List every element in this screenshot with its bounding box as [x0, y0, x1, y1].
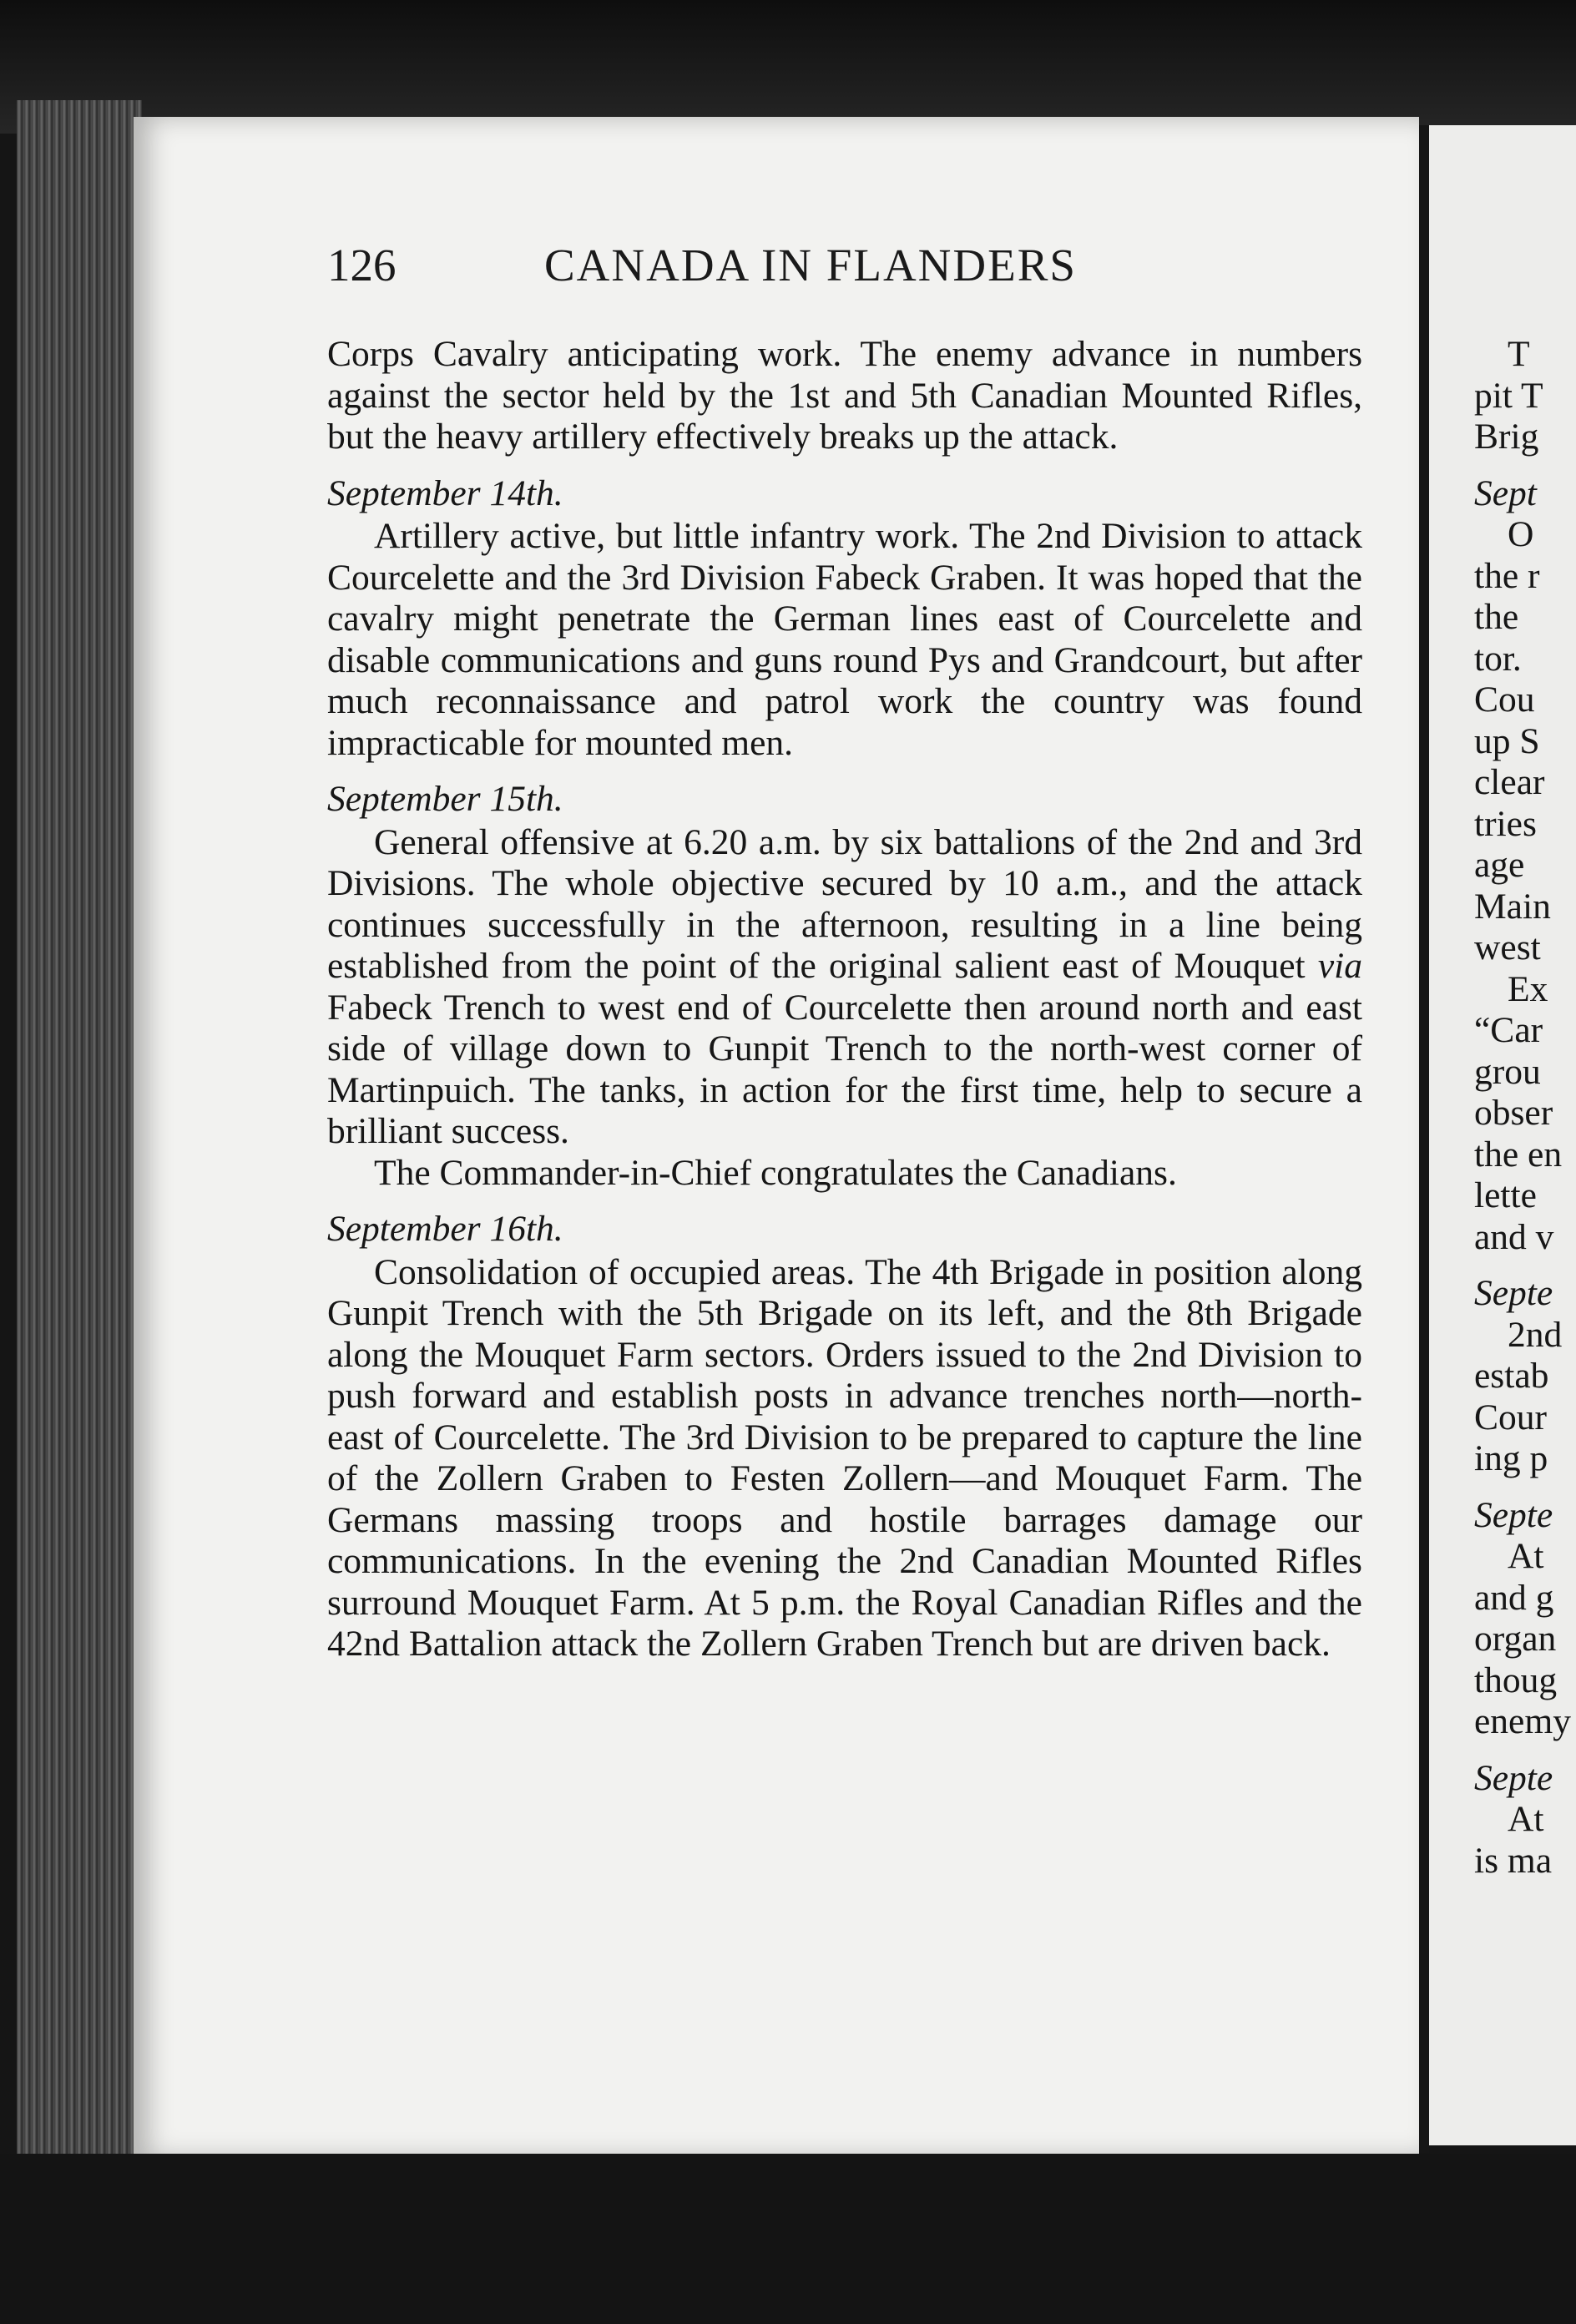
right-page-line: Septe — [1474, 1494, 1553, 1535]
right-page-line: the r — [1474, 555, 1540, 596]
date-heading-september-16: September 16th. — [327, 1209, 563, 1249]
date-heading-september-14: September 14th. — [327, 472, 563, 513]
page-body — [327, 334, 1362, 1665]
right-page-line: organ — [1474, 1619, 1557, 1659]
right-page-line: tor. — [1474, 638, 1522, 679]
right-page-line: clear — [1474, 762, 1545, 802]
right-page-line: At — [1508, 1536, 1544, 1576]
right-page-line: estab — [1474, 1356, 1549, 1396]
right-page-line: west — [1474, 927, 1541, 967]
running-head: CANADA IN FLANDERS — [544, 240, 1077, 290]
right-page-line: the — [1474, 597, 1519, 637]
right-page-line: pit T — [1474, 375, 1543, 416]
paragraph-september-16: Consolidation of occupied areas. The 4th Brigade in position along Gunpit Trench with the 5th Brigade on its left, and the 8th Brigade along the Mouquet Farm sectors. Orders issued to the 2nd Division to push forward and establish posts in advance trenches north—north-east of Courcelette. The 3rd Division to be prepared to capture the line of the Zollern Graben to Festen Zollern—and Mouquet Farm. The Germans massing troops and hostile barrages damage our communications. In the evening the 2nd Canadian Mounted Rifles surround Mouquet Farm. At 5 p.m. the Royal Canadian Rifles and the 42nd Battalion attack the Zollern Graben Trench but are driven back. — [327, 1251, 1362, 1664]
right-page-line: lette — [1474, 1175, 1537, 1215]
right-page-line: Cour — [1474, 1397, 1547, 1437]
right-page-line: Cou — [1474, 680, 1535, 720]
right-page-line: is ma — [1474, 1840, 1553, 1881]
right-page-line: O — [1508, 514, 1534, 554]
right-page-line: Ex — [1508, 968, 1548, 1009]
scanner-background-bottom — [0, 2154, 1576, 2324]
book-gutter — [1419, 125, 1429, 2162]
right-page-line: Septe — [1474, 1757, 1553, 1798]
scanner-background-top — [0, 0, 1576, 134]
right-page-line: enemy — [1474, 1701, 1571, 1741]
right-page-line: and g — [1474, 1577, 1554, 1618]
paragraph-text: General offensive at 6.20 a.m. by six battalions of the 2nd and 3rd Divisions. The whole objective secured by 10 a.m., and the attack continues successfully in the afternoon, resulting in a line being established from the point of the original salient east of Mouquet — [327, 821, 1362, 986]
page-header — [327, 239, 1362, 297]
right-page-line: the en — [1474, 1134, 1563, 1175]
right-page-line: Sept — [1474, 472, 1537, 513]
book-page-edges — [17, 100, 142, 2162]
paragraph-september-15 — [327, 822, 1362, 1153]
right-page-text — [1474, 334, 1576, 2112]
italic-via: via — [1317, 946, 1363, 986]
right-page-line: thoug — [1474, 1660, 1558, 1700]
right-page-line: Main — [1474, 886, 1551, 927]
right-page-line: T — [1508, 334, 1530, 374]
right-page-line: up S — [1474, 720, 1540, 761]
page-number: 126 — [327, 240, 397, 290]
date-heading-september-15: September 15th. — [327, 779, 563, 819]
right-page-line: obser — [1474, 1093, 1553, 1133]
paragraph-continued: Corps Cavalry anticipating work. The enemy advance in numbers against the sector held by the 1st and 5th Canadian Mounted Rifles, but the heavy artillery effectively breaks up the attack. — [327, 334, 1362, 457]
right-page-line: Brig — [1474, 417, 1539, 457]
paragraph-commander-in-chief: The Commander-in-Chief congratulates the Canadians. — [374, 1152, 1177, 1193]
right-page-line: grou — [1474, 1051, 1541, 1092]
right-page-line: Septe — [1474, 1273, 1553, 1313]
right-page-line: age — [1474, 845, 1525, 885]
right-page-line: At — [1508, 1799, 1544, 1839]
paragraph-september-14: Artillery active, but little infantry work. The 2nd Division to attack Courcelette and the 3rd Division Fabeck Graben. It was hoped that the cavalry might penetrate the German lines east of Courcelette and disable communications and guns round Pys and Grandcourt, but after much reconnaissance and patrol work the country was found impracticable for mounted men. — [327, 516, 1362, 763]
right-page-line: “Car — [1474, 1010, 1543, 1050]
right-page-line: tries — [1474, 803, 1537, 844]
right-page-line: and v — [1474, 1216, 1554, 1257]
right-page-line: ing p — [1474, 1438, 1548, 1478]
paragraph-text: Fabeck Trench to west end of Courcelette then around north and east side of village down to Gunpit Trench to the north-west corner of Martinpuich. The tanks, in action for the first time, help to secure a brilliant success. — [327, 987, 1362, 1151]
right-page-line: 2nd — [1508, 1314, 1563, 1355]
